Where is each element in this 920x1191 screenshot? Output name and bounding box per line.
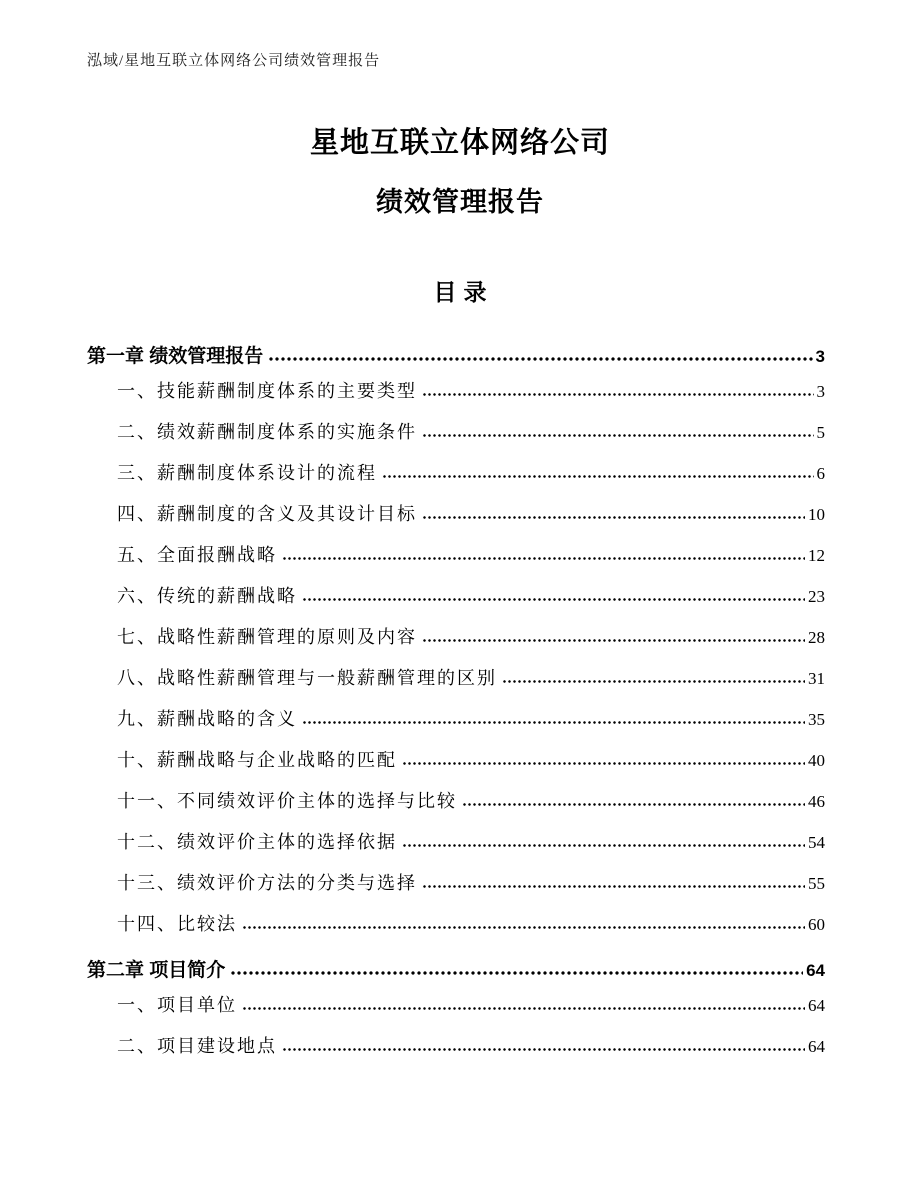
toc-entry-label[interactable]: 一、项目单位	[117, 995, 237, 1015]
toc-page-number: 54	[808, 833, 825, 852]
toc-leader-dots	[230, 970, 803, 976]
toc-item-row[interactable]	[87, 912, 825, 953]
toc-entry-label[interactable]: 八、战略性薪酬管理与一般薪酬管理的区别	[117, 668, 497, 688]
page-header-text: 泓域/星地互联立体网络公司绩效管理报告	[87, 53, 381, 69]
toc-entry-label[interactable]: 十三、绩效评价方法的分类与选择	[117, 873, 417, 893]
toc-leader-dots	[302, 720, 805, 725]
toc-leader-dots	[422, 884, 805, 889]
toc-item-row[interactable]	[87, 993, 825, 1034]
toc-item-row[interactable]	[87, 379, 825, 420]
toc-page-number: 12	[808, 546, 825, 565]
toc-leader-dots	[402, 761, 805, 766]
toc-leader-dots	[382, 474, 814, 479]
document-title-line2: 绩效管理报告	[376, 187, 544, 217]
toc-item-row[interactable]	[87, 625, 825, 666]
toc-entry-label[interactable]: 一、技能薪酬制度体系的主要类型	[117, 381, 417, 401]
toc-items-group	[87, 993, 825, 1075]
toc-page-number: 23	[808, 587, 825, 606]
toc-items-group	[87, 379, 825, 953]
toc-entry-label[interactable]: 四、薪酬制度的含义及其设计目标	[117, 504, 417, 524]
toc-item-row[interactable]	[87, 707, 825, 748]
toc-leader-dots	[282, 556, 805, 561]
toc-entry-label[interactable]: 五、全面报酬战略	[117, 545, 277, 565]
toc-item-row[interactable]	[87, 830, 825, 871]
toc-entry-label[interactable]: 三、薪酬制度体系设计的流程	[117, 463, 377, 483]
toc-item-row[interactable]	[87, 584, 825, 625]
toc-page-number: 31	[808, 669, 825, 688]
toc-leader-dots	[242, 925, 805, 930]
toc-leader-dots	[502, 679, 805, 684]
toc-leader-dots	[422, 392, 814, 397]
document-title-line1: 星地互联立体网络公司	[309, 127, 610, 159]
toc-entry-label[interactable]: 第一章 绩效管理报告	[87, 346, 264, 367]
toc-heading: 目录	[433, 280, 494, 305]
toc-page-number: 40	[808, 751, 825, 770]
toc-page-number: 3	[815, 347, 825, 366]
toc-page-number: 60	[808, 915, 825, 934]
toc-entry-label[interactable]: 九、薪酬战略的含义	[117, 709, 297, 729]
toc-page-number: 64	[808, 1037, 825, 1056]
toc-page-number: 6	[816, 464, 825, 483]
toc-entry-label[interactable]: 二、绩效薪酬制度体系的实施条件	[117, 422, 417, 442]
toc-item-row[interactable]	[87, 666, 825, 707]
toc-item-row[interactable]	[87, 543, 825, 584]
toc-entry-label[interactable]: 十一、不同绩效评价主体的选择与比较	[117, 791, 457, 811]
toc-leader-dots	[302, 597, 805, 602]
toc-chapter-row[interactable]	[87, 955, 825, 979]
toc-page-number: 10	[808, 505, 825, 524]
toc-item-row[interactable]	[87, 502, 825, 543]
toc-leader-dots	[282, 1047, 805, 1052]
toc-page-number: 64	[806, 961, 825, 980]
toc-entry-label[interactable]: 十、薪酬战略与企业战略的匹配	[117, 750, 397, 770]
toc-leader-dots	[422, 515, 805, 520]
toc-leader-dots	[268, 356, 812, 362]
toc-entry-label[interactable]: 第二章 项目简介	[87, 960, 226, 981]
toc-leader-dots	[462, 802, 805, 807]
toc-page-number: 55	[808, 874, 825, 893]
toc-leader-dots	[422, 638, 805, 643]
toc-leader-dots	[402, 843, 805, 848]
toc-entry-label[interactable]: 七、战略性薪酬管理的原则及内容	[117, 627, 417, 647]
toc-leader-dots	[422, 433, 814, 438]
toc	[87, 341, 825, 1075]
toc-page-number: 5	[816, 423, 825, 442]
toc-entry-label[interactable]: 十二、绩效评价主体的选择依据	[117, 832, 397, 852]
toc-item-row[interactable]	[87, 871, 825, 912]
toc-chapter-row[interactable]	[87, 341, 825, 365]
toc-item-row[interactable]	[87, 748, 825, 789]
toc-page-number: 64	[808, 996, 825, 1015]
toc-entry-label[interactable]: 六、传统的薪酬战略	[117, 586, 297, 606]
toc-item-row[interactable]	[87, 1034, 825, 1075]
toc-leader-dots	[242, 1006, 805, 1011]
toc-entry-label[interactable]: 二、项目建设地点	[117, 1036, 277, 1056]
toc-entry-label[interactable]: 十四、比较法	[117, 914, 237, 934]
toc-page-number: 3	[816, 382, 825, 401]
toc-page-number: 46	[808, 792, 825, 811]
toc-item-row[interactable]	[87, 420, 825, 461]
toc-page-number: 35	[808, 710, 825, 729]
toc-item-row[interactable]	[87, 461, 825, 502]
toc-page-number: 28	[808, 628, 825, 647]
toc-item-row[interactable]	[87, 789, 825, 830]
